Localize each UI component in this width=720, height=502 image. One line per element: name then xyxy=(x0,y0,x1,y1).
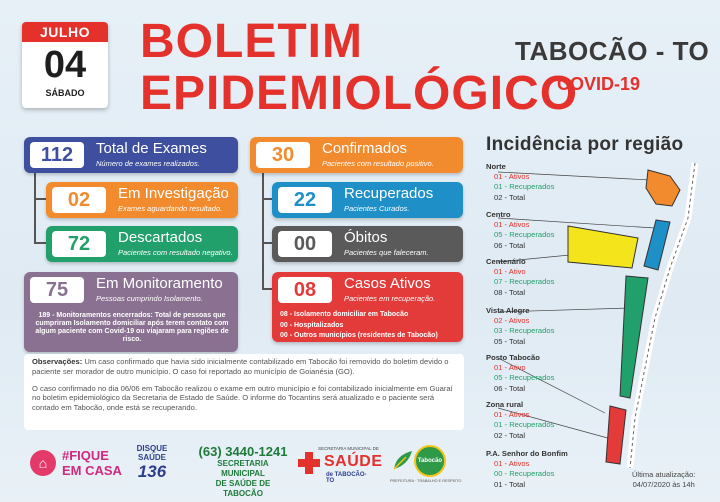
region-total: 02 - Total xyxy=(494,430,526,440)
region-total: 06 - Total xyxy=(494,383,526,393)
region-total: 06 - Total xyxy=(494,240,526,250)
region-norte-shape xyxy=(646,170,680,206)
ativos-detail-item: 08 - Isolamento domiciliar em Tabocão xyxy=(280,311,409,318)
monitoramento-sub: Pessoas cumprindo Isolamento. xyxy=(96,294,203,303)
card-casos-ativos xyxy=(272,272,463,342)
investigacao-sub: Exames aguardando resultado. xyxy=(118,204,223,213)
health-cross-icon xyxy=(298,452,320,474)
prefeitura-name: Tabocão xyxy=(414,445,446,477)
calendar-badge xyxy=(22,22,108,108)
recuperados-label: Recuperados xyxy=(344,185,434,202)
phone-number: (63) 3440-1241 xyxy=(198,444,288,459)
city-name: TABOCÃO - TO xyxy=(515,36,710,66)
obitos-value: 00 xyxy=(278,231,332,257)
disque-saude-logo xyxy=(132,444,172,482)
card-confirmados xyxy=(250,137,463,173)
last-update-label: Última atualização: xyxy=(632,470,696,479)
ativos-detail-item: 00 - Hospitalizados xyxy=(280,321,344,329)
saude-city: de TABOCÃO-TO xyxy=(326,472,367,484)
ativos-label: Casos Ativos xyxy=(344,275,431,292)
descartados-value: 72 xyxy=(52,231,106,257)
confirmados-sub: Pacientes com resultado positivo. xyxy=(322,159,434,168)
calendar-day: 04 xyxy=(43,44,87,86)
region-centro xyxy=(486,210,596,251)
region-norte xyxy=(486,162,596,203)
observation-1: Um caso confirmado que havia sido inicialmente contabilizado em Tabocão foi removido do boletim devido o paciente ser morador de outro município. O caso foi reportado ao município de Goianésia (GO). xyxy=(32,357,449,376)
disque-line2: SAÚDE xyxy=(137,453,166,462)
page-title-line1: BOLETIM xyxy=(140,15,363,68)
covid-label: COVID-19 xyxy=(557,74,641,94)
observations-label: Observações: xyxy=(32,357,83,366)
region-name: Norte xyxy=(486,162,506,171)
ativos-value: 08 xyxy=(278,277,332,303)
region-ativos: 02 - Ativos xyxy=(494,316,530,326)
region-ativos: 01 - Ativos xyxy=(494,172,530,182)
connector-ativos xyxy=(262,172,272,290)
prefeitura-logo xyxy=(388,443,460,485)
secretaria-saude-logo xyxy=(296,444,383,486)
page-title-line2: EPIDEMIOLÓGICO xyxy=(140,67,579,120)
disque-number: 136 xyxy=(137,462,167,481)
region-name: Vista Alegre xyxy=(486,306,530,315)
region-name: Centro xyxy=(486,210,511,219)
region-zona-rural xyxy=(486,400,596,441)
investigacao-value: 02 xyxy=(52,187,106,213)
obitos-label: Óbitos xyxy=(344,229,388,246)
region-ativos: 01 - Ativo xyxy=(494,363,526,373)
observations-box xyxy=(24,354,464,430)
ativos-detail-item: 00 - Outros municípios (residentes de Tabocão) xyxy=(280,332,438,339)
descartados-sub: Pacientes com resultado negativo. xyxy=(118,248,233,257)
total-exames-label: Total de Exames xyxy=(96,140,207,157)
descartados-label: Descartados xyxy=(118,229,203,246)
region-recuperados: 01 - Recuperados xyxy=(494,420,555,430)
region-total: 08 - Total xyxy=(494,287,526,297)
house-icon: ⌂ xyxy=(30,450,56,476)
region-recuperados: 00 - Recuperados xyxy=(494,469,555,479)
last-update xyxy=(632,470,695,489)
recuperados-value: 22 xyxy=(278,187,332,213)
region-recuperados: 07 - Recuperados xyxy=(494,277,555,287)
observation-2: O caso confirmado no dia 06/06 em Tabocão realizou o exame em outro município e foi contabilizado inicialmente em Guaraí no boletim epidemiológico da Secretaria de Estado de Saúde. O informe do Tocantins será atualizado e o paciente será contado em Tabocão, onde está se recuperando. xyxy=(32,383,453,413)
connector-descartados xyxy=(34,172,46,244)
fique-line2: EM CASA xyxy=(62,463,122,478)
region-total: 01 - Total xyxy=(494,479,526,489)
region-name: P.A. Senhor do Bonfim xyxy=(486,449,568,458)
phone-line3: DE SAÚDE DE TABOCÃO xyxy=(215,479,271,498)
investigacao-label: Em Investigação xyxy=(118,185,229,202)
obitos-sub: Pacientes que faleceram. xyxy=(344,248,429,257)
region-ativos: 01 - Ativos xyxy=(494,220,530,230)
saude-main: SAÚDE xyxy=(324,453,383,470)
region-total: 02 - Total xyxy=(494,192,526,202)
fique-line1: #FIQUE xyxy=(62,448,109,463)
region-recuperados: 05 - Recuperados xyxy=(494,373,555,383)
confirmados-value: 30 xyxy=(256,142,310,168)
region-vista-alegre xyxy=(486,306,596,347)
incidence-title: Incidência por região xyxy=(486,134,684,155)
card-monitoramento xyxy=(24,272,238,352)
calendar-month: JULHO xyxy=(22,22,108,42)
region-ativos: 01 - Ativo xyxy=(494,267,526,277)
monitoramento-note: 189 - Monitoramentos encerrados: Total de pessoas que cumpriram Isolamento domiciliar após terem contato com algum paciente com Covid-19 ou viajaram para regiões de risco. xyxy=(35,312,229,343)
card-total-exames xyxy=(24,137,238,173)
region-recuperados: 05 - Recuperados xyxy=(494,230,555,240)
region-recuperados: 01 - Recuperados xyxy=(494,182,555,192)
fique-em-casa-logo xyxy=(28,444,122,484)
total-exames-sub: Número de exames realizados. xyxy=(96,159,200,168)
prefeitura-tagline: PREFEITURA · TRABALHO E RESPEITO xyxy=(390,479,462,483)
monitoramento-label: Em Monitoramento xyxy=(96,275,223,292)
calendar-weekday: SÁBADO xyxy=(45,88,85,98)
region-posto-tabocao xyxy=(486,353,596,394)
leaf-icon xyxy=(392,449,414,471)
saude-top: SECRETARIA MUNICIPAL DE xyxy=(318,446,379,451)
region-ativos: 01 - Ativos xyxy=(494,459,530,469)
phone-line2: SECRETARIA MUNICIPAL xyxy=(217,459,269,478)
phone-contact xyxy=(196,444,290,499)
region-centenario xyxy=(486,257,596,298)
region-name: Zona rural xyxy=(486,400,524,409)
card-descartados xyxy=(46,226,238,262)
last-update-date: 04/07/2020 às 14h xyxy=(632,479,695,489)
region-ativos: 01 - Ativos xyxy=(494,410,530,420)
region-name: Centenário xyxy=(486,257,526,266)
recuperados-sub: Pacientes Curados. xyxy=(344,204,410,213)
ativos-sub: Pacientes em recuperação. xyxy=(344,294,436,303)
disque-line1: DISQUE xyxy=(136,444,168,453)
region-senhor-do-bonfim xyxy=(486,449,616,490)
region-recuperados: 03 - Recuperados xyxy=(494,326,555,336)
ativos-details xyxy=(280,310,438,342)
region-name: Posto Tabocão xyxy=(486,353,540,362)
region-total: 05 - Total xyxy=(494,336,526,346)
confirmados-label: Confirmados xyxy=(322,140,408,157)
card-investigacao xyxy=(46,182,238,218)
card-recuperados xyxy=(272,182,463,218)
card-obitos xyxy=(272,226,463,262)
monitoramento-value: 75 xyxy=(30,277,84,303)
total-exames-value: 112 xyxy=(30,142,84,168)
